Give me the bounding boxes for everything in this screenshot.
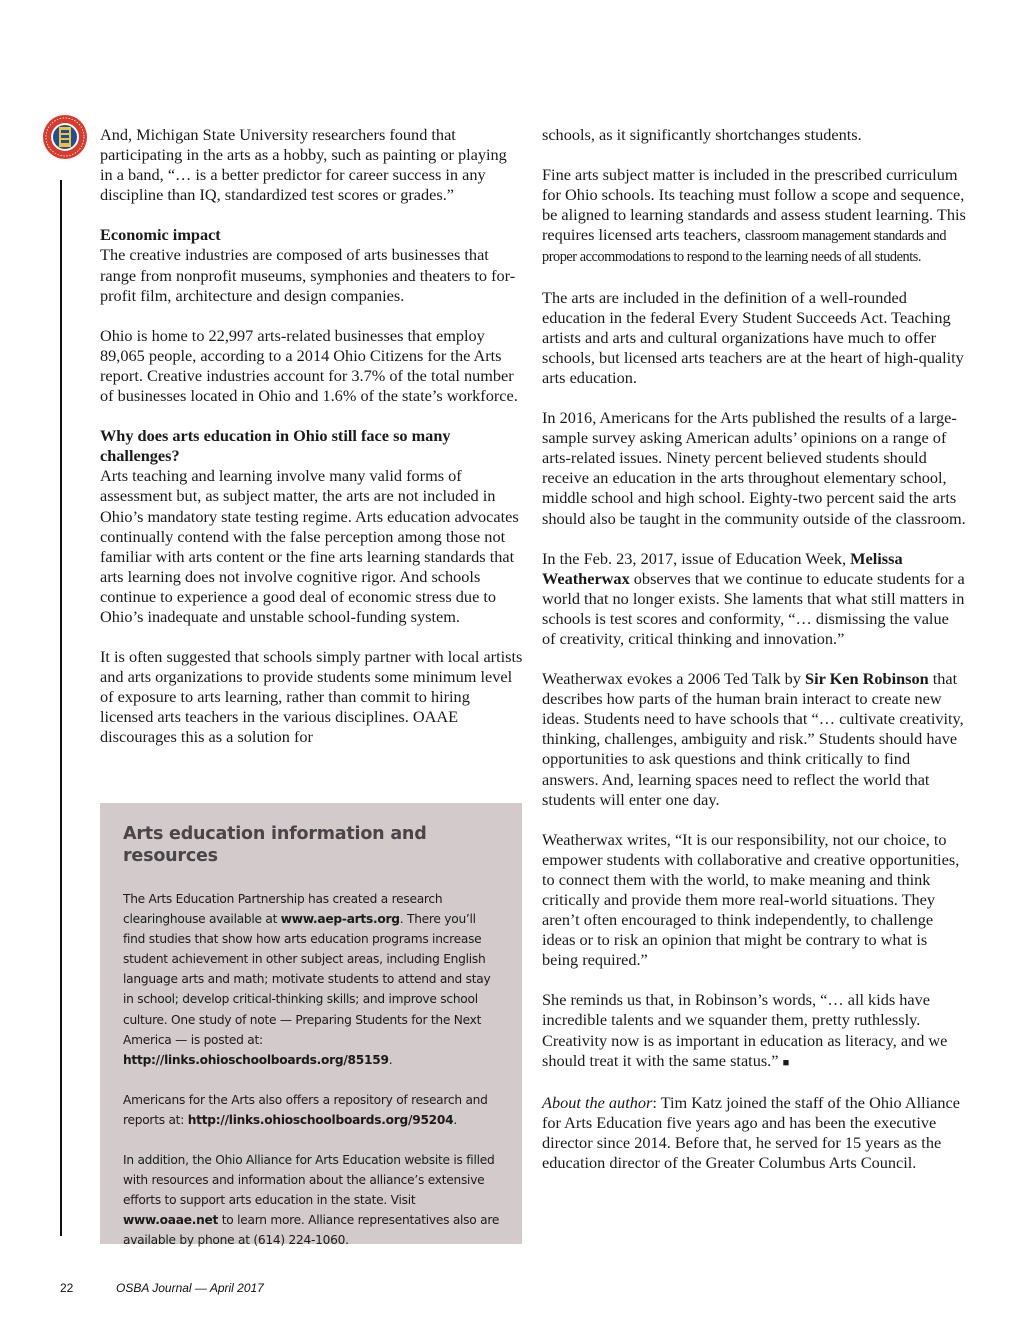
- vertical-rule: [60, 180, 62, 1236]
- text: In the Feb. 23, 2017, issue of Education Week,: [542, 548, 851, 568]
- link-85159[interactable]: http://links.ohioschoolboards.org/85159: [123, 1052, 389, 1067]
- paragraph: It is often suggested that schools simply partner with local artists and arts organizations to provide students some minimum level of exposure to arts learning, rather than commit to hiring licensed arts teachers in the various disciplines. OAAE discourages this as a solution for: [100, 647, 523, 747]
- text: . There you’ll find studies that show how arts education programs increase student achievement in other subject areas, including English language arts and math; motivate students to attend and stay in school; develop critical-thinking skills; and improve school culture. One study of note — Preparing Students for the Next America — is posted at:: [123, 912, 491, 1047]
- paragraph: The arts are included in the definition of a well-rounded education in the federal Every Student Succeeds Act. Teaching artists and arts and cultural organizations have much to offer schools, but licensed arts teachers are at the heart of high-quality arts education.: [542, 287, 964, 387]
- paragraph: [542, 165, 966, 267]
- text: Fine arts subject matter is included in the prescribed curriculum for Ohio schools. Its teaching must follow a scope and sequence, be aligned to learning standards and assess student learning. This requires licensed arts teachers,: [542, 165, 966, 245]
- paragraph: schools, as it significantly shortchanges students.: [542, 125, 862, 144]
- paragraph: [542, 990, 966, 1072]
- text: : Tim Katz joined the staff of the Ohio Alliance for Arts Education five years ago and has been the executive director since 2014. Before that, he served for 15 years as the education director of the Greater Columbus Arts Council.: [542, 1092, 960, 1173]
- text: that describes how parts of the human brain interact to create new ideas. Students need to have schools that “… cultivate creativity, thinking, challenges, ambiguity and risk.” Students should have opportunities to ask questions and think critically to find answers. And, learning spaces need to reflect the world that students will enter one day.: [542, 669, 964, 809]
- text: observes that we continue to educate students for a world that no longer exists. She laments that what still matters in schools is test scores and conformity, “… dismissing the value of creativity, critical thinking and innovation.”: [542, 568, 965, 648]
- sidebar-paragraph: [123, 889, 500, 1070]
- text: Americans for the Arts also offers a repository of research and reports at:: [123, 1092, 488, 1127]
- heading-economic-impact: Economic impact: [100, 225, 221, 245]
- about-author: [542, 1093, 966, 1173]
- page-number: 22: [60, 1281, 74, 1295]
- paragraph: [542, 549, 966, 649]
- text-condensed: classroom management standards and proper accommodations to respond to the learning needs of all students.: [542, 228, 947, 266]
- paragraph: In 2016, Americans for the Arts published the results of a large-sample survey asking American adults’ opinions on a range of arts-related issues. Ninety percent believed students should receive an education in the arts throughout elementary school, middle school and high school. Eighty-two percent said the arts should also be taught in the community outside of the classroom.: [542, 408, 966, 528]
- text: The Arts Education Partnership has created a research clearinghouse available at: [123, 892, 443, 927]
- paragraph: And, Michigan State University researchers found that participating in the arts as a hobby, such as painting or playing in a band, “… is a better predictor for career success in any discipline than IQ, standardized test scores or grades.”: [100, 125, 507, 205]
- end-mark-icon: ■: [782, 1056, 790, 1069]
- sidebar-paragraph: [123, 1090, 500, 1130]
- osba-seal-icon: [42, 114, 88, 178]
- sidebar-title: Arts education information and resources: [123, 824, 427, 866]
- paragraph: Weatherwax writes, “It is our responsibility, not our choice, to empower students with collaborative and creative opportunities, to connect them with the world, to make meaning and think critically and provide them more real-world situations. They aren’t often encouraged to think independently, to challenge ideas or to risk an opinion that might be contrary to what is being required.”: [542, 829, 960, 970]
- text: In addition, the Ohio Alliance for Arts Education website is filled with resources and information about the alliance’s extensive efforts to support arts education in the state. Visit: [123, 1153, 495, 1208]
- link-aep-arts[interactable]: www.aep-arts.org: [280, 912, 400, 927]
- journal-title: OSBA Journal — April 2017: [116, 1281, 264, 1295]
- right-column: [542, 125, 966, 1193]
- sidebar-paragraph: [123, 1150, 500, 1250]
- link-95204[interactable]: http://links.ohioschoolboards.org/95204: [187, 1112, 454, 1127]
- paragraph: [542, 669, 966, 810]
- link-oaae[interactable]: www.oaae.net: [123, 1213, 219, 1228]
- paragraph: Ohio is home to 22,997 arts-related businesses that employ 89,065 people, according to a 2014 Ohio Citizens for the Arts report. Creative industries account for 3.7% of the total number of businesses located in Ohio and 1.6% of the state’s workforce.: [100, 325, 518, 406]
- paragraph: Arts teaching and learning involve many valid forms of assessment but, as subject matter, the arts are not included in Ohio’s mandatory state testing regime. Arts education advocates continually contend with the false perception among those not familiar with arts content or the fine arts learning standards that arts learning does not involve cognitive rigor. And schools continue to experience a good deal of economic stress due to Ohio’s inadequate and unstable school-funding system.: [100, 466, 519, 626]
- text: .: [453, 1112, 457, 1127]
- name-melissa-weatherwax: Melissa Weatherwax: [542, 548, 903, 588]
- heading-challenges: Why does arts education in Ohio still face so many challenges?: [100, 426, 451, 466]
- about-label: About the author: [542, 1092, 653, 1112]
- paragraph: The creative industries are composed of arts businesses that range from nonprofit museums, symphonies and theaters to for-profit film, architecture and design companies.: [100, 245, 516, 305]
- text: She reminds us that, in Robinson’s words, “… all kids have incredible talents and we squander them, pretty ruthlessly. Creativity now is as important in education as literacy, and we should treat it with the same status.”: [542, 990, 948, 1070]
- osba-logo: [42, 114, 88, 178]
- text: Weatherwax evokes a 2006 Ted Talk by: [542, 669, 806, 689]
- name-ken-robinson: Sir Ken Robinson: [805, 669, 929, 689]
- text: to learn more. Alliance representatives also are available by phone at (614) 224-1060.: [123, 1213, 500, 1248]
- resources-sidebar: [100, 803, 522, 1248]
- left-column: [100, 125, 523, 768]
- text: .: [388, 1052, 393, 1067]
